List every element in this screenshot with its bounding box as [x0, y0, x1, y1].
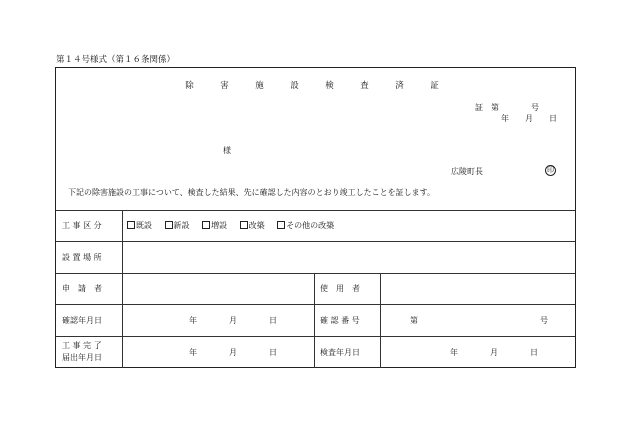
- statement-text: 下記の除害施設の工事について、検査した結果、先に確認した内容のとおり竣工したことを証します。: [68, 188, 436, 197]
- confirm-number-prefix: 第: [410, 316, 418, 325]
- confirm-number-label: 確 認 番 号: [320, 316, 360, 325]
- table-top-rule: [56, 210, 575, 211]
- confirm-number-suffix: 号: [540, 316, 548, 325]
- addressee-suffix: 様: [223, 146, 231, 155]
- row-rule-4: [56, 336, 575, 337]
- completion-label-line2: 届出年月日: [62, 353, 102, 362]
- completion-date-value: 年 月 日: [189, 348, 277, 357]
- issuer-name: 広陵町長: [451, 167, 483, 176]
- confirm-date-label: 確認年月日: [62, 316, 102, 325]
- row-rule-1: [56, 241, 575, 242]
- middle-column-rule-1: [314, 273, 315, 368]
- label-column-rule: [122, 210, 123, 368]
- row-rule-3: [56, 304, 575, 305]
- confirm-date-value: 年 月 日: [189, 316, 277, 325]
- completion-label-line1: 工 事 完 了: [62, 341, 102, 350]
- inspection-certificate-form: [55, 67, 576, 368]
- checkbox[interactable]: [277, 221, 285, 229]
- certificate-date: 年 月 日: [501, 114, 557, 123]
- row-rule-2: [56, 273, 575, 274]
- option-renovation[interactable]: 改築: [240, 221, 265, 231]
- checkbox[interactable]: [240, 221, 248, 229]
- checkbox[interactable]: [165, 221, 173, 229]
- inspection-date-value: 年 月 日: [450, 348, 538, 357]
- seal-mark: 印: [547, 166, 554, 174]
- inspection-date-label: 検査年月日: [320, 348, 360, 357]
- option-new[interactable]: 新設: [165, 221, 190, 231]
- form-number: 第１４号様式（第１６条関係）: [56, 55, 176, 65]
- user-label: 使 用 者: [320, 284, 360, 293]
- work-type-options: [127, 221, 344, 231]
- work-type-label: 工 事 区 分: [62, 221, 102, 230]
- option-existing[interactable]: 既設: [127, 221, 152, 231]
- middle-column-rule-2: [380, 273, 381, 368]
- checkbox[interactable]: [127, 221, 135, 229]
- option-other[interactable]: その他の改築: [277, 221, 334, 231]
- applicant-label: 申 請 者: [62, 284, 102, 293]
- document-title: 除 害 施 設 検 査 済 証: [185, 81, 448, 91]
- location-label: 設 置 場 所: [62, 253, 102, 262]
- certificate-number: 証 第 号: [475, 103, 539, 112]
- option-expansion[interactable]: 増設: [202, 221, 227, 231]
- checkbox[interactable]: [202, 221, 210, 229]
